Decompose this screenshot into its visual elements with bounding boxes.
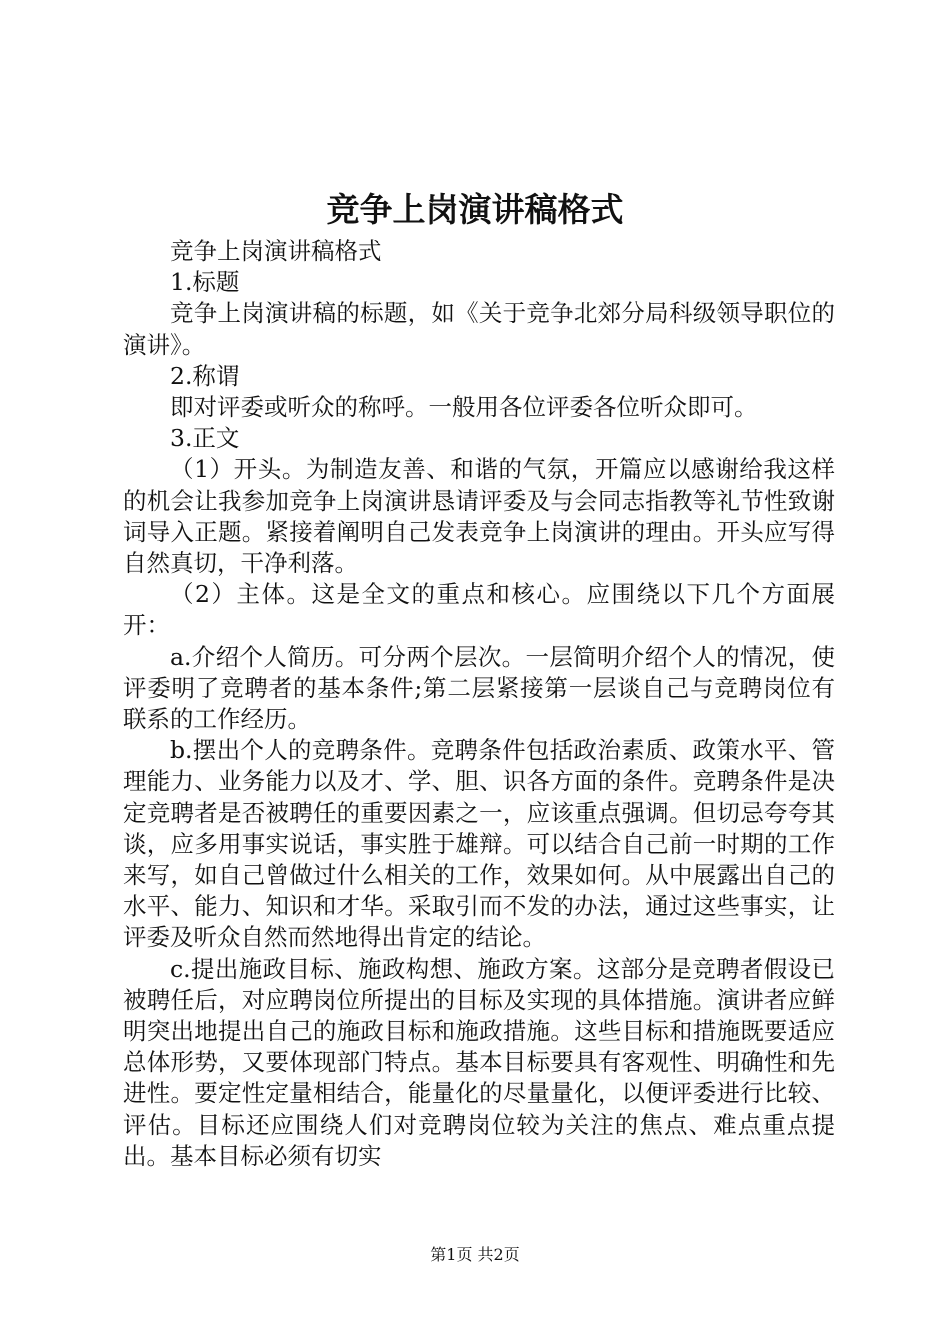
paragraph-item-c: c.提出施政目标、施政构想、施政方案。这部分是竞聘者假设已被聘任后，对应聘岗位所提出的目标及实现的具体措施。演讲者应鲜明突出地提出自己的施政目标和施政措施。这些目标和措施既要适应总体形势，又要体现部门特点。基本目标要具有客观性、明确性和先进性。要定性定量相结合，能量化的尽量量化，以便评委进行比较、评估。目标还应围绕人们对竞聘岗位较为关注的焦点、难点重点提出。基本目标必须有切实 [123, 954, 835, 1170]
document-title: 竞争上岗演讲稿格式 [326, 190, 624, 229]
paragraph-heading-title: 1.标题 [170, 268, 240, 297]
paragraph-item-a: a.介绍个人简历。可分两个层次。一层简明介绍个人的情况，使评委明了竞聘者的基本条件;第二层紧接第一层谈自己与竞聘岗位有联系的工作经历。 [123, 642, 835, 734]
paragraph-opening: （1）开头。为制造友善、和谐的气氛，开篇应以感谢给我这样的机会让我参加竞争上岗演讲恳请评委及与会同志指教等礼节性致谢词导入正题。紧接着阐明自己发表竞争上岗演讲的理由。开头应写得自然真切，干净利落。 [123, 455, 835, 578]
paragraph-heading-salutation: 2.称谓 [170, 361, 240, 390]
paragraph-item-b: b.摆出个人的竞聘条件。竞聘条件包括政治素质、政策水平、管理能力、业务能力以及才、学、胆、识各方面的条件。竞聘条件是决定竞聘者是否被聘任的重要因素之一，应该重点强调。但切忌夸夸其谈，应多用事实说话，事实胜于雄辩。可以结合自己前一时期的工作来写，如自己曾做过什么相关的工作，效果如何。从中展露出自己的水平、能力、知识和才华。采取引而不发的办法，通过这些事实，让评委及听众自然而然地得出肯定的结论。 [123, 736, 835, 952]
paragraph-subtitle: 竞争上岗演讲稿格式 [170, 237, 382, 265]
page-footer: 第1页 共2页 [430, 1245, 520, 1264]
document-body [123, 236, 835, 1172]
paragraph-heading-body: 3.正文 [170, 424, 240, 453]
paragraph-main: （2）主体。这是全文的重点和核心。应围绕以下几个方面展开： [123, 580, 835, 640]
paragraph-salutation-desc: 即对评委或听众的称呼。一般用各位评委各位听众即可。 [170, 393, 758, 422]
paragraph-title-desc: 竞争上岗演讲稿的标题，如《关于竞争北郊分局科级领导职位的演讲》。 [123, 299, 835, 359]
